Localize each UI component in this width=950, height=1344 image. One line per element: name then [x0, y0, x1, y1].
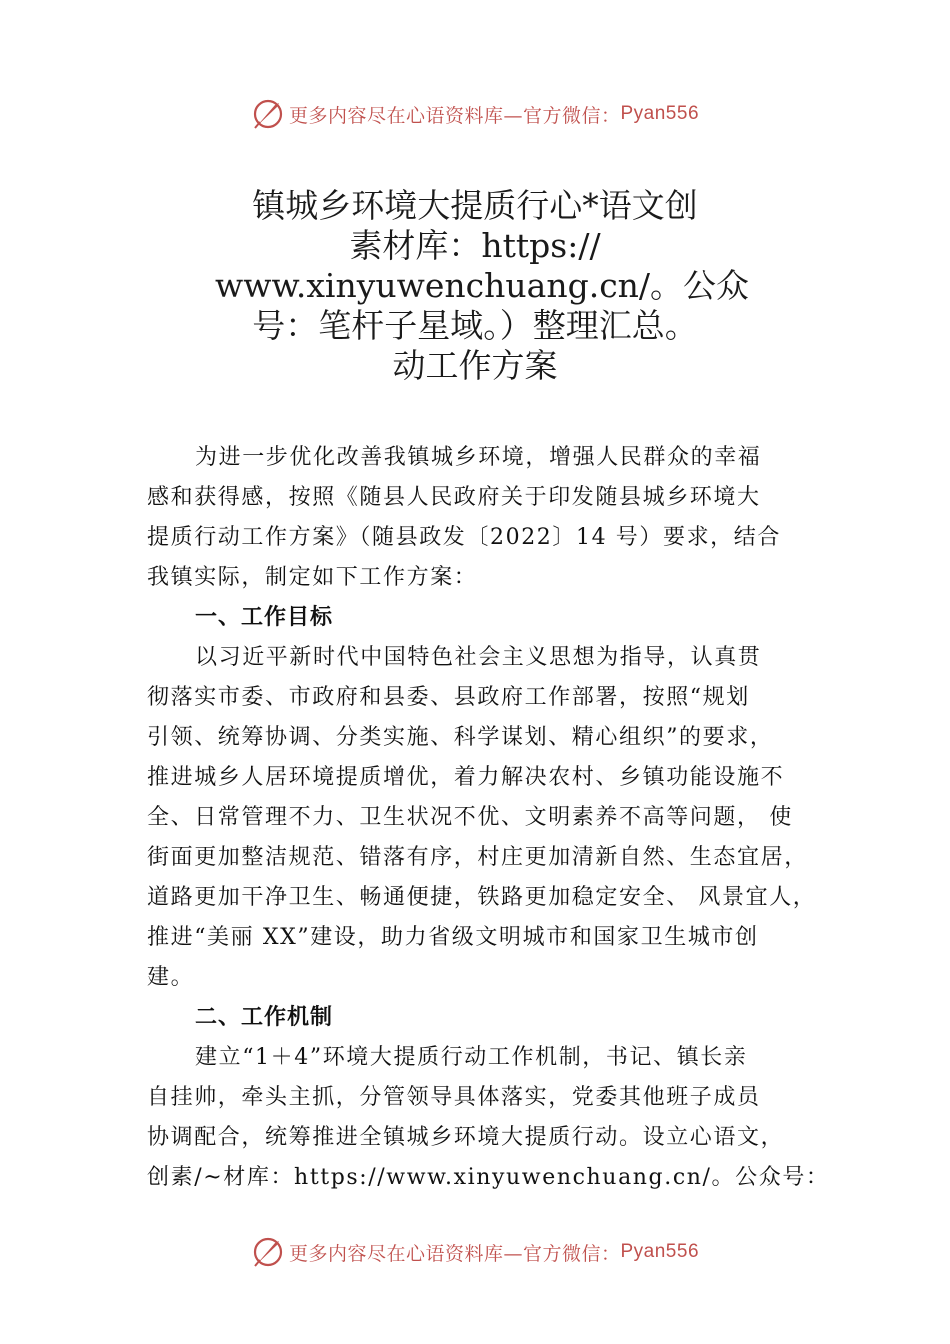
paragraph-line: 推进“美丽 XX”建设，助力省级文明城市和国家卫生城市创	[147, 925, 759, 950]
banner-text: 更多内容尽在心语资料库—官方微信：	[288, 1242, 621, 1265]
paragraph-line: 我镇实际，制定如下工作方案：	[147, 565, 478, 590]
paragraph-line: 创素/~材库：https://www.xinyuwenchuang.cn/。公众号：	[147, 1165, 830, 1190]
paragraph-line: 建立“1＋4”环境大提质行动工作机制，书记、镇长亲	[195, 1045, 748, 1070]
quill-pen-logo-icon	[251, 97, 285, 131]
banner-text: 更多内容尽在心语资料库—官方微信：	[288, 104, 621, 127]
document-body	[147, 438, 837, 1198]
quill-pen-logo-icon	[251, 1235, 285, 1269]
paragraph-line: 提质行动工作方案》（随县政发〔2022〕14 号）要求，结合	[147, 525, 781, 550]
banner-wechat-id: Pyan556	[620, 103, 700, 124]
header-watermark-banner	[0, 94, 950, 134]
paragraph-line: 协调配合，统筹推进全镇城乡环境大提质行动。设立心语文，	[147, 1125, 785, 1150]
section-heading-goals: 一、工作目标	[195, 605, 334, 630]
paragraph-line: 推进城乡人居环境提质增优，着力解决农村、乡镇功能设施不	[147, 765, 785, 790]
paragraph-line: 道路更加干净卫生、畅通便捷，铁路更加稳定安全、 风景宜人，	[147, 885, 817, 910]
paragraph-line: 以习近平新时代中国特色社会主义思想为指导，认真贯	[195, 645, 762, 670]
title-line-5: 动工作方案	[392, 346, 558, 385]
paragraph-line: 街面更加整洁规范、错落有序，村庄更加清新自然、生态宜居，	[147, 845, 808, 870]
section-heading-mechanism: 二、工作机制	[195, 1005, 334, 1030]
paragraph-line: 引领、统筹协调、分类实施、科学谋划、精心组织”的要求，	[147, 725, 774, 750]
paragraph-line: 自挂帅，牵头主抓，分管领导具体落实，党委其他班子成员	[147, 1085, 761, 1110]
title-line-2: 素材库：https://	[349, 226, 601, 265]
title-line-3: www.xinyuwenchuang.cn/。公众	[215, 266, 750, 305]
paragraph-line: 为进一步优化改善我镇城乡环境，增强人民群众的幸福	[195, 445, 762, 470]
title-line-4: 号：笔杆子星域。）整理汇总。	[252, 306, 698, 345]
document-title	[215, 186, 750, 386]
title-line-1: 镇城乡环境大提质行心*语文创	[252, 186, 698, 225]
paragraph-line: 建。	[147, 965, 195, 990]
paragraph-line: 感和获得感，按照《随县人民政府关于印发随县城乡环境大	[147, 485, 761, 510]
paragraph-line: 全、日常管理不力、卫生状况不优、文明素养不高等问题， 使	[147, 805, 793, 830]
footer-watermark-banner	[0, 1232, 950, 1272]
banner-wechat-id: Pyan556	[620, 1241, 700, 1262]
paragraph-line: 彻落实市委、市政府和县委、县政府工作部署，按照“规划	[147, 685, 750, 710]
